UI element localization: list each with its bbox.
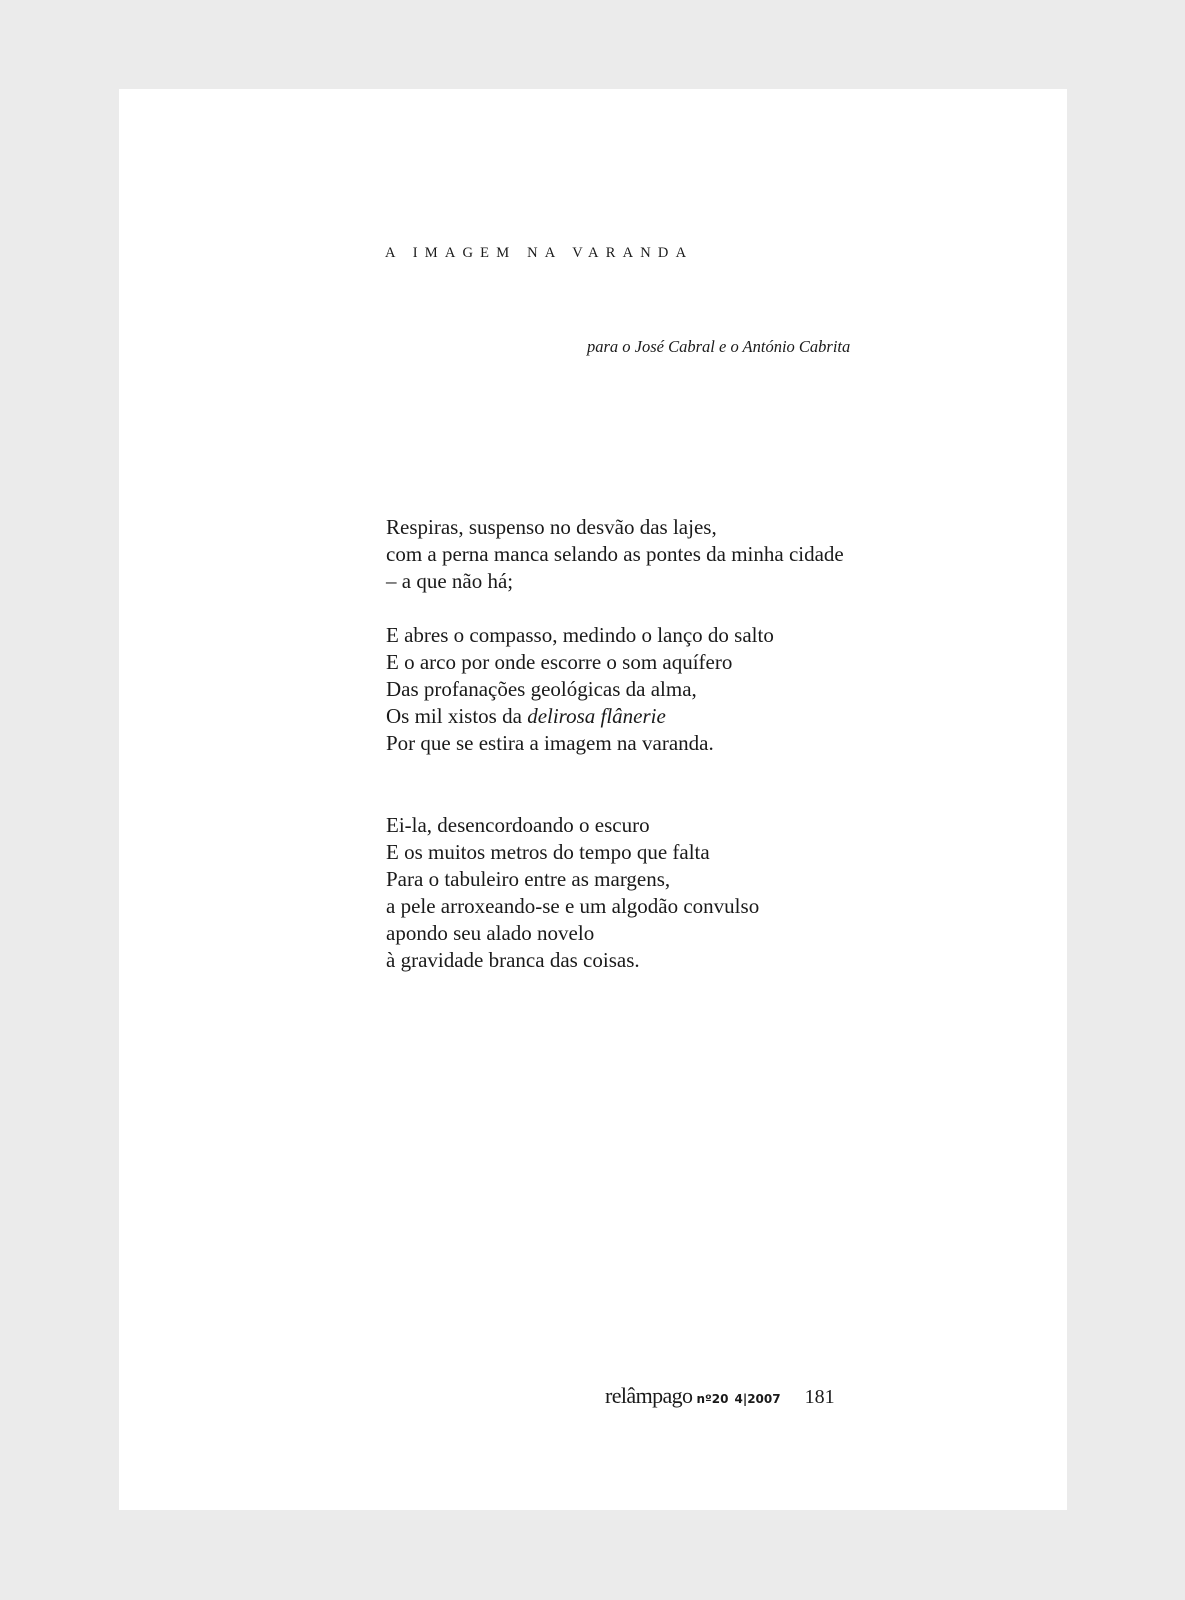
poem-dedication: para o José Cabral e o António Cabrita — [587, 337, 851, 356]
verse-line: Por que se estira a imagem na varanda. — [386, 731, 714, 755]
issue-date: 4|2007 — [734, 1392, 781, 1406]
verse-line: E abres o compasso, medindo o lanço do salto — [386, 623, 774, 647]
stanza-1 — [386, 514, 844, 595]
verse-line: apondo seu alado novelo — [386, 921, 595, 945]
verse-line: com a perna manca selando as pontes da minha cidade — [386, 542, 844, 566]
verse-line: Ei-la, desencordoando o escuro — [386, 813, 650, 837]
verse-line: Das profanações geológicas da alma, — [386, 677, 697, 701]
verse-line: E o arco por onde escorre o som aquífero — [386, 650, 733, 674]
verse-line: Respiras, suspenso no desvão das lajes, — [386, 515, 717, 539]
verse-line — [386, 703, 774, 730]
poem-title: A IMAGEM NA VARANDA — [385, 245, 694, 261]
magazine-name: relâmpago — [605, 1383, 693, 1408]
verse-line: a pele arroxeando-se e um algodão convulso — [386, 894, 760, 918]
verse-line: – a que não há; — [386, 569, 514, 593]
verse-line: à gravidade branca das coisas. — [386, 948, 640, 972]
page-footer — [605, 1383, 835, 1409]
page-number: 181 — [804, 1386, 835, 1408]
verse-line-text: Os mil xistos da — [386, 704, 528, 728]
stanza-2 — [386, 622, 774, 757]
verse-line: E os muitos metros do tempo que falta — [386, 840, 710, 864]
italic-phrase: delirosa flânerie — [527, 704, 666, 728]
stanza-3 — [386, 812, 759, 974]
verse-line: Para o tabuleiro entre as margens, — [386, 867, 671, 891]
issue-number: nº20 — [696, 1392, 729, 1406]
document-page — [119, 89, 1067, 1510]
